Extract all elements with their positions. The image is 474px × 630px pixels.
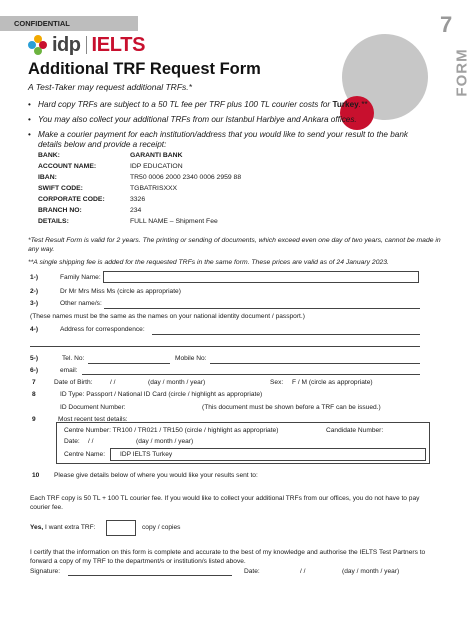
extra-trf-count-input[interactable] <box>106 520 136 536</box>
mobile-input[interactable] <box>210 363 420 364</box>
field-7-number: 7 <box>32 379 36 386</box>
address-line-2[interactable] <box>30 346 420 347</box>
logo-idp-text: idp <box>52 33 81 56</box>
other-names-input[interactable] <box>104 308 420 309</box>
test-date-input[interactable]: / / <box>88 438 94 445</box>
email-label: email: <box>60 367 78 374</box>
field-10-number: 10 <box>32 472 40 479</box>
field-6-number: 6-) <box>30 367 39 374</box>
swift-label: SWIFT CODE: <box>38 185 83 192</box>
field-2-number: 2-) <box>30 288 39 295</box>
dob-format: (day / month / year) <box>148 379 206 386</box>
iban-value: TR50 0006 2000 2340 0006 2959 88 <box>130 174 242 181</box>
dob-label: Date of Birth: <box>54 379 93 386</box>
sex-options[interactable]: F / M (circle as appropriate) <box>292 379 373 386</box>
extra-trf-yes: Yes, <box>30 524 44 531</box>
names-note: (These names must be the same as the names on your national identity document / passport.) <box>30 313 305 320</box>
subtitle: A Test-Taker may request additional TRFs.* <box>28 82 192 92</box>
page-title: Additional TRF Request Form <box>28 60 261 78</box>
family-name-input[interactable] <box>103 271 419 283</box>
confidential-banner: CONFIDENTIAL <box>0 16 138 31</box>
test-date-format: (day / month / year) <box>136 438 194 445</box>
bullet-fees-text: Hard copy TRFs are subject to a 50 TL fee per TRF plus 100 TL courier costs for <box>38 100 333 109</box>
note-validity: *Test Result Form is valid for 2 years. The printing or sending of documents, which exceed even one day of two years, cannot be made in any way. <box>28 237 441 253</box>
tel-input[interactable] <box>88 363 170 364</box>
recent-test-label: Most recent test details: <box>58 416 128 423</box>
bank-label: BANK: <box>38 152 60 159</box>
logo-divider <box>86 36 87 54</box>
centre-number-options[interactable]: Centre Number: TR100 / TR021 / TR150 (circle / highlight as appropriate) <box>64 427 279 434</box>
extra-trf-text: I want extra TRF: <box>43 524 96 531</box>
branch-value: 234 <box>130 207 142 214</box>
note-shipping: **A single shipping fee is added for the requested TRFs in the same form. These prices are valid as of 24 January 2023. <box>28 259 389 266</box>
copies-label: copy / copies <box>142 524 181 531</box>
test-date-label: Date: <box>64 438 80 445</box>
field-4-number: 4-) <box>30 326 39 333</box>
signature-date-label: Date: <box>244 568 260 575</box>
bullet-courier: • Make a courier payment for each institution/address that you would like to send your result to the bank details below and provide a receipt: <box>38 130 418 150</box>
details-value: FULL NAME – Shipment Fee <box>130 218 218 225</box>
bullet-fees <box>38 100 418 110</box>
account-name-label: ACCOUNT NAME: <box>38 163 97 170</box>
bullet-collect: • You may also collect your additional TRFs from our Istanbul Harbiye and Ankara offices. <box>38 115 418 125</box>
corporate-code-value: 3326 <box>130 196 146 203</box>
bullet-fees-country: Turkey <box>332 100 359 109</box>
field-9-number: 9 <box>32 416 36 423</box>
field-1-number: 1-) <box>30 274 39 281</box>
fee-info: Each TRF copy is 50 TL + 100 TL courier fee. If you would like to collect your additional TRFs from our offices, you do not have to pay courier fee. <box>30 495 420 511</box>
field-5-number: 5-) <box>30 355 39 362</box>
idp-ielts-logo <box>28 34 145 56</box>
signature-date-input[interactable]: / / <box>300 568 306 575</box>
email-input[interactable] <box>82 374 420 375</box>
family-name-label: Family Name: <box>60 274 101 281</box>
mobile-label: Mobile No: <box>175 355 207 362</box>
centre-name-label: Centre Name: <box>64 451 106 458</box>
corporate-code-label: CORPORATE CODE: <box>38 196 105 203</box>
certification-text: I certify that the information on this form is complete and accurate to the best of my knowledge and authorise the IELTS Test Partners to forward a copy of my TRF to the department/s or institution/s listed above. <box>30 549 426 565</box>
id-document-note: (This document must be shown before a TRF can be issued.) <box>202 404 381 411</box>
form-side-label: FORM <box>453 48 471 97</box>
title-options[interactable]: Dr Mr Mrs Miss Ms (circle as appropriate) <box>60 288 181 295</box>
tel-label: Tel. No: <box>62 355 85 362</box>
sex-label: Sex: <box>270 379 284 386</box>
signature-input[interactable] <box>68 575 232 576</box>
details-label: DETAILS: <box>38 218 69 225</box>
signature-date-format: (day / month / year) <box>342 568 400 575</box>
address-label: Address for correspondence: <box>60 326 145 333</box>
bank-value: GARANTI BANK <box>130 152 183 159</box>
results-destination-label: Please give details below of where you would like your results sent to: <box>54 472 258 479</box>
address-line-1[interactable] <box>152 334 420 335</box>
account-name-value: IDP EDUCATION <box>130 163 183 170</box>
centre-name-value: IDP IELTS Turkey <box>120 451 173 458</box>
dob-input[interactable]: / / <box>110 379 116 386</box>
logo-ielts-text: IELTS <box>91 33 146 56</box>
extra-trf-label <box>30 524 95 531</box>
field-8-number: 8 <box>32 391 36 398</box>
id-number-label: ID Document Number: <box>60 404 126 411</box>
candidate-number-label: Candidate Number: <box>326 427 384 434</box>
form-number: 7 <box>440 12 453 37</box>
bullet-fees-mark: .** <box>358 100 368 109</box>
iban-label: IBAN: <box>38 174 57 181</box>
signature-label: Signature: <box>30 568 61 575</box>
branch-label: BRANCH NO: <box>38 207 82 214</box>
id-type-options[interactable]: ID Type: Passport / National ID Card (circle / highlight as appropriate) <box>60 391 263 398</box>
other-names-label: Other name/s: <box>60 300 102 307</box>
field-3-number: 3-) <box>30 300 39 307</box>
swift-value: TGBATRISXXX <box>130 185 178 192</box>
idp-dots-icon <box>28 35 48 55</box>
